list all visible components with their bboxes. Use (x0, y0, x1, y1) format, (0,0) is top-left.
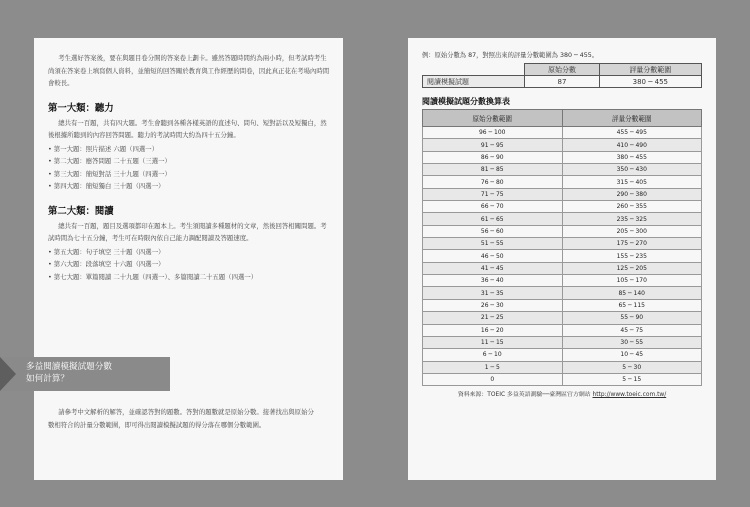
part-item: • 第六大題：段落填空 十六題（四選一） (48, 260, 165, 268)
scaled-score-cell: 380 ─ 455 (562, 151, 702, 163)
scaled-score-cell: 155 ─ 235 (562, 250, 702, 262)
scaled-score-cell: 350 ─ 430 (562, 164, 702, 176)
table-row (423, 225, 702, 237)
raw-score-cell: 21 ─ 25 (423, 312, 563, 324)
table-row (423, 349, 702, 361)
scaled-score-cell: 5 ─ 15 (562, 373, 702, 385)
table-row (423, 373, 702, 385)
scaled-score-cell: 10 ─ 45 (562, 349, 702, 361)
raw-score-cell: 56 ─ 60 (423, 225, 563, 237)
listening-title: 第一大類：聽力 (48, 102, 114, 114)
example-text: 例：原始分數為 87，對照出來的評量分數範圍為 380 ─ 455。 (422, 52, 599, 59)
raw-score-cell: 41 ─ 45 (423, 262, 563, 274)
raw-score-cell: 81 ─ 85 (423, 164, 563, 176)
raw-score-cell: 36 ─ 40 (423, 275, 563, 287)
part-item: • 第五大題：句子填空 三十題（四選一） (48, 247, 165, 256)
table-row (423, 287, 702, 299)
table-row (423, 238, 702, 250)
scaled-score-cell: 235 ─ 325 (562, 213, 702, 225)
example-header-range: 評量分數範圍 (599, 64, 701, 76)
table-row (423, 250, 702, 262)
conversion-body (423, 127, 702, 386)
raw-score-cell: 31 ─ 35 (423, 287, 563, 299)
part-item: • 第四大題：簡短獨白 三十題（四選一） (48, 182, 165, 190)
reading-parts (48, 246, 331, 284)
banner-line-2: 如何計算？ (26, 374, 69, 384)
example-table (422, 63, 702, 88)
raw-score-cell: 0 (423, 373, 563, 385)
table-row (423, 275, 702, 287)
table-row (423, 336, 702, 348)
example-row-label: 閱讀模擬試題 (423, 76, 525, 88)
example-range-value: 380 ─ 455 (599, 76, 701, 88)
scaled-score-cell: 55 ─ 90 (562, 312, 702, 324)
banner-arrow-icon (0, 357, 16, 391)
part-item: • 第二大題：應答問題 二十五題（三選一） (48, 157, 171, 165)
raw-score-cell: 71 ─ 75 (423, 188, 563, 200)
scaled-score-cell: 125 ─ 205 (562, 262, 702, 274)
banner-line-1: 多益閱讀模擬試題分數 (26, 362, 112, 372)
scaled-score-cell: 290 ─ 380 (562, 188, 702, 200)
raw-score-cell: 11 ─ 15 (423, 336, 563, 348)
raw-score-cell: 96 ─ 100 (423, 127, 563, 139)
raw-score-cell: 6 ─ 10 (423, 349, 563, 361)
scaled-score-cell: 45 ─ 75 (562, 324, 702, 336)
scaled-score-cell: 315 ─ 405 (562, 176, 702, 188)
scaled-score-cell: 175 ─ 270 (562, 238, 702, 250)
conversion-title: 閱讀模擬試題分數換算表 (422, 97, 510, 106)
scaled-score-cell: 105 ─ 170 (562, 275, 702, 287)
raw-score-cell: 76 ─ 80 (423, 176, 563, 188)
reading-desc: 總共有一百題，題目及選項都印在題本上。考生須閱讀多種題材的文章，然後回答相關問題。考試時間為七十五分鐘，考生可在時限內依自己能力調配閱讀及答題速度。 (48, 221, 327, 242)
part-item: • 第一大題：照片描述 六題（四選一） (48, 144, 159, 153)
example-header-raw: 原始分數 (525, 64, 599, 76)
table-row (423, 127, 702, 139)
raw-score-cell: 51 ─ 55 (423, 238, 563, 250)
conversion-table (422, 109, 702, 386)
reading-section (48, 203, 331, 284)
scaled-score-cell: 410 ─ 490 (562, 139, 702, 151)
source-url-link[interactable]: http://www.toeic.com.tw/ (592, 392, 667, 399)
raw-score-cell: 26 ─ 30 (423, 299, 563, 311)
table-row (423, 176, 702, 188)
conversion-header-raw: 原始分數範圍 (423, 110, 563, 127)
table-row (423, 213, 702, 225)
reading-title: 第二大類：閱讀 (48, 205, 114, 217)
source-prefix: 資料來源：TOEIC 多益英語測驗──臺灣區官方網站 (457, 392, 593, 399)
table-row (423, 361, 702, 373)
listening-desc: 總共有一百題，共有四大題。考生會聽到各種各樣英語的直述句、問句、短對話以及短獨白，然後根據所聽到的內容回答問題。聽力的考試時間大約為四十五分鐘。 (48, 118, 327, 139)
table-row (423, 188, 702, 200)
scaled-score-cell: 260 ─ 355 (562, 201, 702, 213)
table-row (423, 164, 702, 176)
table-row (423, 201, 702, 213)
raw-score-cell: 46 ─ 50 (423, 250, 563, 262)
example-raw-value: 87 (525, 76, 599, 88)
scaled-score-cell: 30 ─ 55 (562, 336, 702, 348)
intro-paragraph: 考生選好答案後，要在與題目卷分開的答案卷上劃卡。雖然答題時間約為兩小時，但考試時考生尚須在答案卷上填寫個人資料，並簡短的回答關於教育與工作經歷的問卷，因此真正花在考場內時間會較長。 (48, 54, 330, 87)
score-calc-banner (0, 357, 170, 391)
right-page (408, 38, 716, 480)
scaled-score-cell: 455 ─ 495 (562, 127, 702, 139)
example-corner (423, 64, 525, 76)
table-row (423, 324, 702, 336)
table-row (423, 262, 702, 274)
table-row (423, 151, 702, 163)
source-line (422, 389, 702, 398)
listening-parts (48, 143, 331, 193)
scaled-score-cell: 85 ─ 140 (562, 287, 702, 299)
table-row (423, 312, 702, 324)
raw-score-cell: 61 ─ 65 (423, 213, 563, 225)
scaled-score-cell: 65 ─ 115 (562, 299, 702, 311)
raw-score-cell: 91 ─ 95 (423, 139, 563, 151)
raw-score-cell: 66 ─ 70 (423, 201, 563, 213)
raw-score-cell: 86 ─ 90 (423, 151, 563, 163)
raw-score-cell: 16 ─ 20 (423, 324, 563, 336)
conversion-header-range: 評量分數範圍 (562, 110, 702, 127)
part-item: • 第三大題：簡短對話 三十九題（四選一） (48, 169, 171, 178)
raw-score-cell: 1 ─ 5 (423, 361, 563, 373)
table-row (423, 299, 702, 311)
part-item: • 第七大題：單篇閱讀 二十九題（四選一）、多篇閱讀二十五題（四選一） (48, 272, 258, 281)
table-row (423, 139, 702, 151)
scaled-score-cell: 5 ─ 30 (562, 361, 702, 373)
listening-section (48, 100, 331, 193)
score-note: 請參考中文解析的解答，並確認答對的題數。答對的題數就是原始分數。接著找出與原始分數相符合的計量分數範圍，即可得出閱讀模擬試題的得分落在哪個分數範圍。 (48, 408, 314, 429)
scaled-score-cell: 205 ─ 300 (562, 225, 702, 237)
